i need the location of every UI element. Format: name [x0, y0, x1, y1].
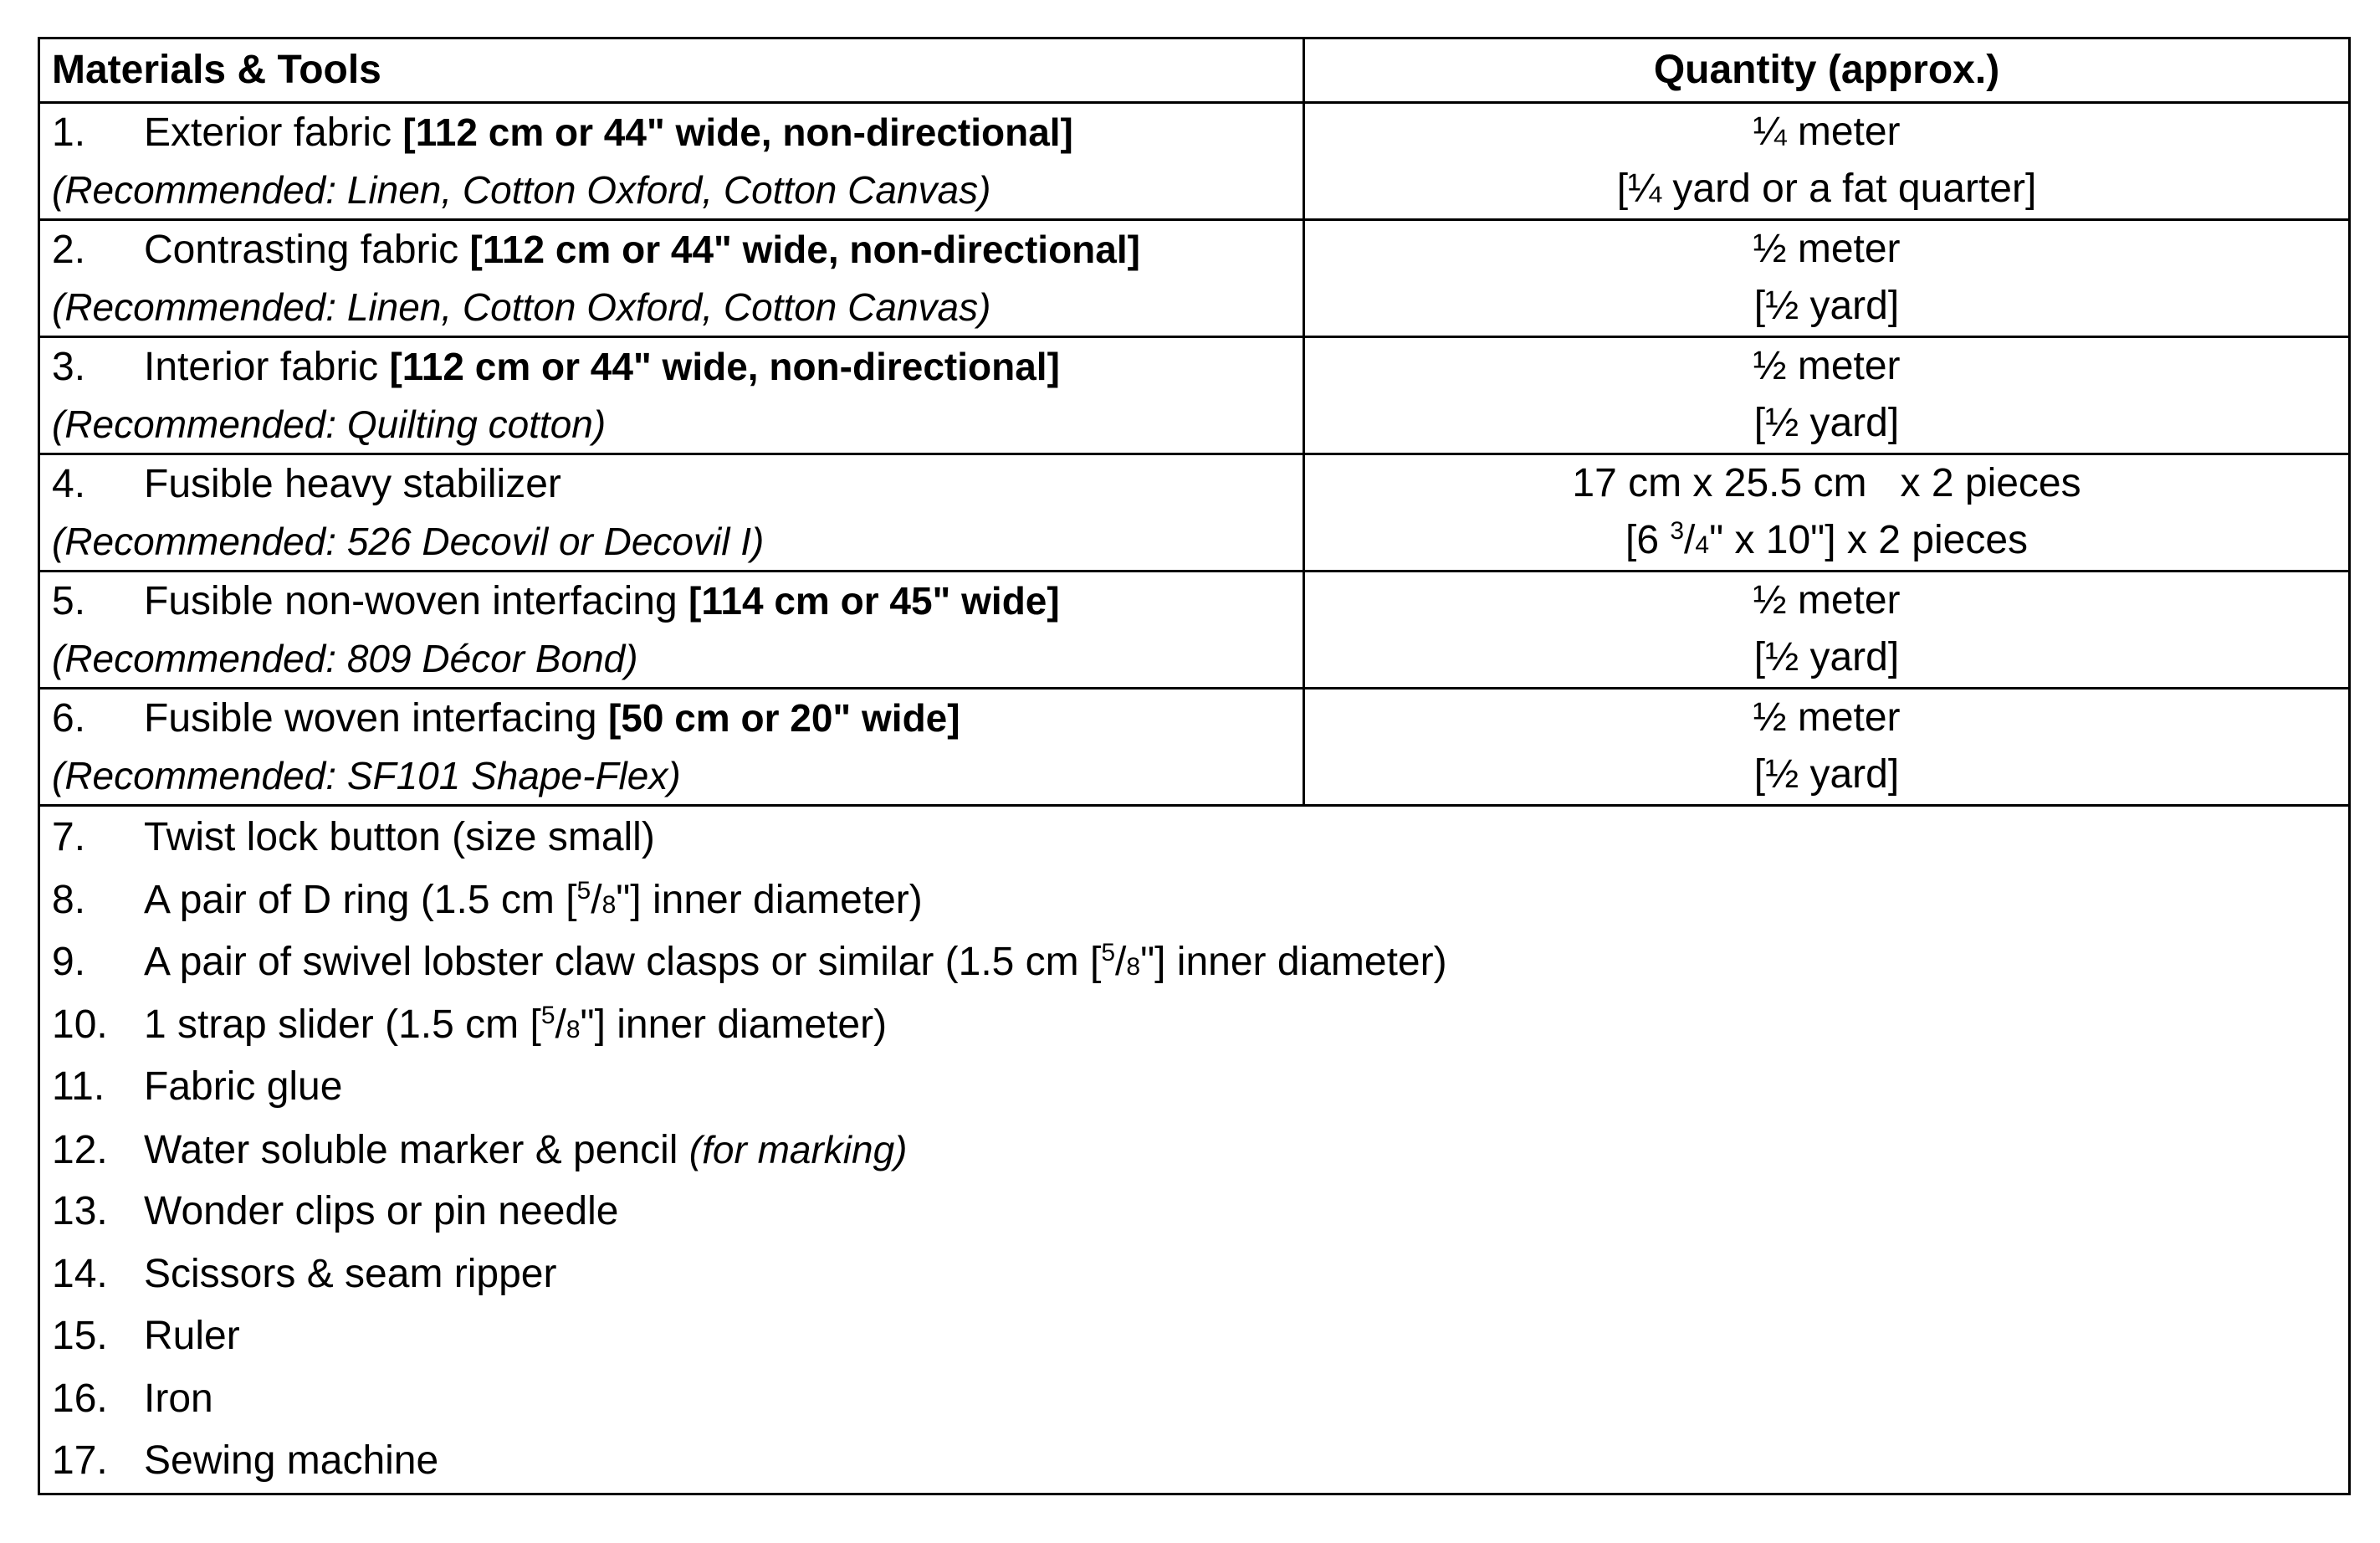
- quantity-imperial: [½ yard]: [1753, 752, 1900, 797]
- quantity-imperial: [¼ yard or a fat quarter]: [1616, 167, 2037, 211]
- item-name: Interior fabric: [144, 345, 390, 389]
- table-row: [39, 572, 2350, 689]
- table-row: [39, 337, 2350, 454]
- item-name: Fusible woven interfacing: [144, 696, 608, 741]
- quantity-metric: ¼ meter: [1753, 110, 1901, 154]
- tool-text-post: "] inner diameter): [616, 877, 923, 922]
- fraction-numerator: 5: [576, 876, 591, 905]
- fraction-denominator: 8: [601, 890, 617, 919]
- item-number: 9.: [52, 940, 86, 984]
- list-item: [52, 1305, 2336, 1368]
- list-item: [52, 1119, 2336, 1182]
- material-cell: [39, 572, 1304, 689]
- item-number: 3.: [52, 345, 86, 389]
- tool-text-post: "] inner diameter): [1140, 940, 1447, 984]
- item-number: 8.: [52, 877, 86, 922]
- item-recommendation: (Recommended: Quilting cotton): [52, 402, 607, 446]
- quantity-cell: [1304, 337, 2350, 454]
- tool-text: Iron: [144, 1376, 213, 1421]
- material-cell: [39, 103, 1304, 220]
- list-item: [52, 1430, 2336, 1493]
- quantity-cell: [1304, 220, 2350, 337]
- table-row: [39, 454, 2350, 572]
- tool-note: (for marking): [688, 1127, 908, 1171]
- item-number: 16.: [52, 1376, 108, 1421]
- fraction-numerator: 5: [1101, 939, 1116, 966]
- item-recommendation: (Recommended: Linen, Cotton Oxford, Cotton Canvas): [52, 168, 991, 212]
- tool-text: Water soluble marker & pencil: [144, 1127, 689, 1172]
- list-item: [52, 807, 2336, 869]
- fraction-denominator: 8: [1126, 953, 1141, 981]
- quantity-metric: ½ meter: [1753, 578, 1901, 623]
- tool-text: Scissors & seam ripper: [144, 1251, 557, 1296]
- item-number: 17.: [52, 1438, 108, 1483]
- item-name: Fusible heavy stabilizer: [144, 462, 561, 506]
- item-number: 14.: [52, 1251, 108, 1296]
- item-number: 1.: [52, 110, 86, 155]
- tool-text: Twist lock button (size small): [144, 815, 655, 859]
- table-header-row: [39, 38, 2350, 103]
- item-number: 13.: [52, 1189, 108, 1233]
- tool-text: Wonder clips or pin needle: [144, 1189, 619, 1233]
- tool-text-post: "] inner diameter): [580, 1002, 888, 1047]
- item-number: 12.: [52, 1127, 108, 1172]
- quantity-cell: [1304, 572, 2350, 689]
- item-number: 5.: [52, 579, 86, 623]
- list-item: [52, 1243, 2336, 1306]
- item-number: 2.: [52, 228, 86, 272]
- tool-text-pre: 1 strap slider (1.5 cm [: [144, 1002, 541, 1047]
- list-item: 10. 1 strap slider (1.5 cm [$^5$/8"] inner diameter): [52, 994, 2336, 1057]
- item-spec: [112 cm or 44" wide, non-directional]: [389, 345, 1060, 388]
- fraction-denominator: 4: [1695, 531, 1710, 559]
- material-cell: [39, 454, 1304, 572]
- item-number: 10.: [52, 1002, 108, 1047]
- quantity-cell: [1304, 454, 2350, 572]
- list-item: [52, 1181, 2336, 1243]
- quantity-imperial: [½ yard]: [1753, 284, 1900, 328]
- item-spec: [112 cm or 44" wide, non-directional]: [469, 228, 1140, 271]
- fraction-numerator: 5: [540, 1001, 555, 1029]
- quantity-imperial: [½ yard]: [1753, 401, 1900, 445]
- tool-text: Ruler: [144, 1314, 240, 1358]
- table-row: [39, 220, 2350, 337]
- item-spec: [114 cm or 45" wide]: [688, 579, 1060, 623]
- item-number: 6.: [52, 696, 86, 741]
- quantity-cell: [1304, 103, 2350, 220]
- material-cell: [39, 220, 1304, 337]
- item-spec: [50 cm or 20" wide]: [607, 696, 960, 740]
- item-spec: [112 cm or 44" wide, non-directional]: [402, 110, 1073, 154]
- item-recommendation: (Recommended: 526 Decovil or Decovil I): [52, 520, 765, 563]
- item-number: 11.: [52, 1064, 105, 1109]
- item-name: Fusible non-woven interfacing: [144, 579, 689, 623]
- quantity-imperial: [6 $^3$/4" x 10"] x 2 pieces: [1625, 517, 2029, 562]
- list-item: [52, 1368, 2336, 1431]
- quantity-metric: 17 cm x 25.5 cm x 2 pieces: [1572, 461, 2081, 505]
- quantity-imperial: [½ yard]: [1753, 635, 1900, 679]
- item-name: Exterior fabric: [144, 110, 403, 155]
- item-number: 15.: [52, 1314, 108, 1358]
- tools-row: [39, 806, 2350, 1494]
- quantity-metric: ½ meter: [1753, 344, 1901, 388]
- tool-text-pre: A pair of swivel lobster claw clasps or similar (1.5 cm [: [144, 940, 1102, 984]
- table-row: [39, 103, 2350, 220]
- tool-text: Sewing machine: [144, 1438, 439, 1483]
- item-recommendation: (Recommended: 809 Décor Bond): [52, 637, 638, 680]
- fraction-numerator: 3: [1670, 517, 1685, 545]
- item-number: 7.: [52, 815, 86, 859]
- item-number: 4.: [52, 462, 86, 506]
- table-row: [39, 689, 2350, 806]
- list-item: 8. A pair of D ring (1.5 cm [$^5$/8"] inner diameter): [52, 869, 2336, 932]
- tool-text-pre: A pair of D ring (1.5 cm [: [144, 877, 577, 922]
- materials-table: [38, 37, 2351, 1495]
- quantity-imperial-pre: [6: [1625, 518, 1671, 562]
- quantity-cell: [1304, 689, 2350, 806]
- quantity-metric: ½ meter: [1753, 227, 1901, 271]
- tools-list-cell: [39, 806, 2350, 1494]
- item-name: Contrasting fabric: [144, 228, 470, 272]
- quantity-metric: ½ meter: [1753, 695, 1901, 740]
- header-quantity: Quantity (approx.): [1304, 38, 2350, 103]
- material-cell: [39, 337, 1304, 454]
- quantity-imperial-post: " x 10"] x 2 pieces: [1709, 518, 2029, 562]
- fraction-denominator: 8: [566, 1015, 581, 1043]
- header-materials-tools: Materials & Tools: [39, 38, 1304, 103]
- item-recommendation: (Recommended: SF101 Shape-Flex): [52, 754, 681, 797]
- list-item: [52, 1056, 2336, 1119]
- list-item: 9. A pair of swivel lobster claw clasps or similar (1.5 cm [$^5$/8"] inner diameter): [52, 931, 2336, 994]
- item-recommendation: (Recommended: Linen, Cotton Oxford, Cotton Canvas): [52, 285, 991, 329]
- material-cell: [39, 689, 1304, 806]
- tool-text: Fabric glue: [144, 1064, 343, 1109]
